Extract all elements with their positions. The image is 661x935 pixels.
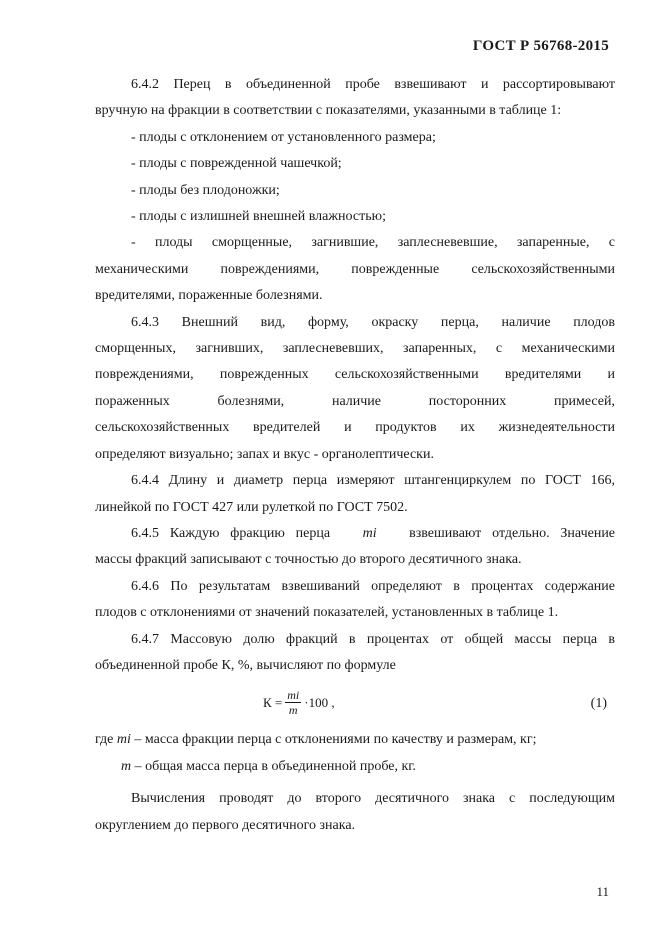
formula-numerator: mi bbox=[287, 688, 300, 703]
variable-definition-m bbox=[95, 754, 615, 780]
formula-lhs: К = bbox=[263, 695, 283, 711]
variable-definition-mi bbox=[95, 727, 615, 753]
paragraph-6-4-2-line1: 6.4.2 Перец в объединенной пробе взвешивают и рассортировывают bbox=[131, 77, 615, 92]
page-number: 11 bbox=[596, 884, 609, 899]
paragraph-6-4-4-line1: 6.4.4 Длину и диаметр перца измеряют штангенциркулем по ГОСТ 166, bbox=[131, 473, 615, 489]
variable-description-mi: – масса фракции перца с отклонениями по качеству и размерам, кг; bbox=[134, 732, 537, 748]
paragraph-6-4-5-line1 bbox=[95, 521, 615, 547]
paragraph-6-4-3-line1: 6.4.3 Внешний вид, форму, окраску перца, наличие плодов bbox=[131, 314, 615, 330]
where-prefix: где bbox=[95, 732, 114, 748]
paragraph-6-4-5-text-end: взвешивают отдельно. Значение bbox=[409, 525, 616, 541]
list-item-continuation: механическими повреждениями, поврежденные сельскохозяйственными bbox=[95, 261, 615, 277]
paragraph-6-4-6-line2: плодов с отклонениями от значений показателей, установленных в таблице 1. bbox=[95, 605, 559, 621]
formula-fraction bbox=[285, 689, 301, 716]
formula-denominator: m bbox=[288, 703, 298, 718]
list-item: - плоды с отклонением от установленного размера; bbox=[131, 129, 436, 145]
paragraph-6-4-7-line1: 6.4.7 Массовую долю фракций в процентах от общей массы перца в bbox=[131, 631, 615, 647]
document-id-header: ГОСТ Р 56768-2015 bbox=[472, 38, 609, 54]
paragraph-6-4-5-text-start: 6.4.5 Каждую фракцию перца bbox=[131, 525, 331, 541]
list-item: - плоды с поврежденной чашечкой; bbox=[131, 156, 342, 172]
list-item: - плоды без плодоножки; bbox=[131, 182, 280, 198]
formula bbox=[263, 689, 335, 716]
list-item: - плоды с излишней внешней влажностью; bbox=[131, 209, 386, 225]
fraction-mass-symbol: mi bbox=[362, 525, 377, 541]
formula-number: (1) bbox=[590, 696, 607, 712]
list-item-continuation: вредителями, пораженные болезнями. bbox=[95, 288, 323, 304]
formula-block bbox=[95, 685, 615, 723]
variable-description-m: – общая масса перца в объединенной пробе, кг. bbox=[134, 758, 416, 774]
paragraph-6-4-7-line2: объединенной пробе К, %, вычисляют по формуле bbox=[95, 657, 396, 673]
variable-symbol-mi: mi bbox=[116, 732, 131, 748]
list-item: - плоды сморщенные, загнившие, заплесневевшие, запаренные, с bbox=[131, 235, 615, 251]
paragraph-6-4-6-line1: 6.4.6 По результатам взвешиваний определяют в процентах содержание bbox=[131, 578, 615, 594]
document-body bbox=[95, 72, 615, 839]
closing-paragraph-line1: Вычисления проводят до второго десятичного знака с последующим bbox=[131, 791, 615, 807]
paragraph-6-4-3-line5: сельскохозяйственных вредителей и продуктов их жизнедеятельности bbox=[95, 420, 615, 436]
paragraph-6-4-4-line2: линейкой по ГОСТ 427 или рулеткой по ГОСТ 7502. bbox=[95, 499, 408, 515]
variable-symbol-m: m bbox=[121, 758, 132, 774]
paragraph-6-4-3-line3: повреждениями, поврежденных сельскохозяйственными вредителями и bbox=[95, 367, 615, 383]
formula-rhs: ·100 , bbox=[304, 695, 335, 711]
paragraph-6-4-3-line6: определяют визуально; запах и вкус - органолептически. bbox=[95, 446, 434, 462]
closing-paragraph-line2: округлением до первого десятичного знака. bbox=[95, 817, 356, 833]
paragraph-6-4-5-line2: массы фракций записывают с точностью до второго десятичного знака. bbox=[95, 552, 522, 568]
paragraph-6-4-2-line2: вручную на фракции в соответствии с показателями, указанными в таблице 1: bbox=[95, 103, 562, 119]
paragraph-6-4-3-line2: сморщенных, загнивших, заплесневевших, запаренных, с механическими bbox=[95, 341, 615, 357]
paragraph-6-4-3-line4: пораженных болезнями, наличие посторонних примесей, bbox=[95, 393, 615, 409]
